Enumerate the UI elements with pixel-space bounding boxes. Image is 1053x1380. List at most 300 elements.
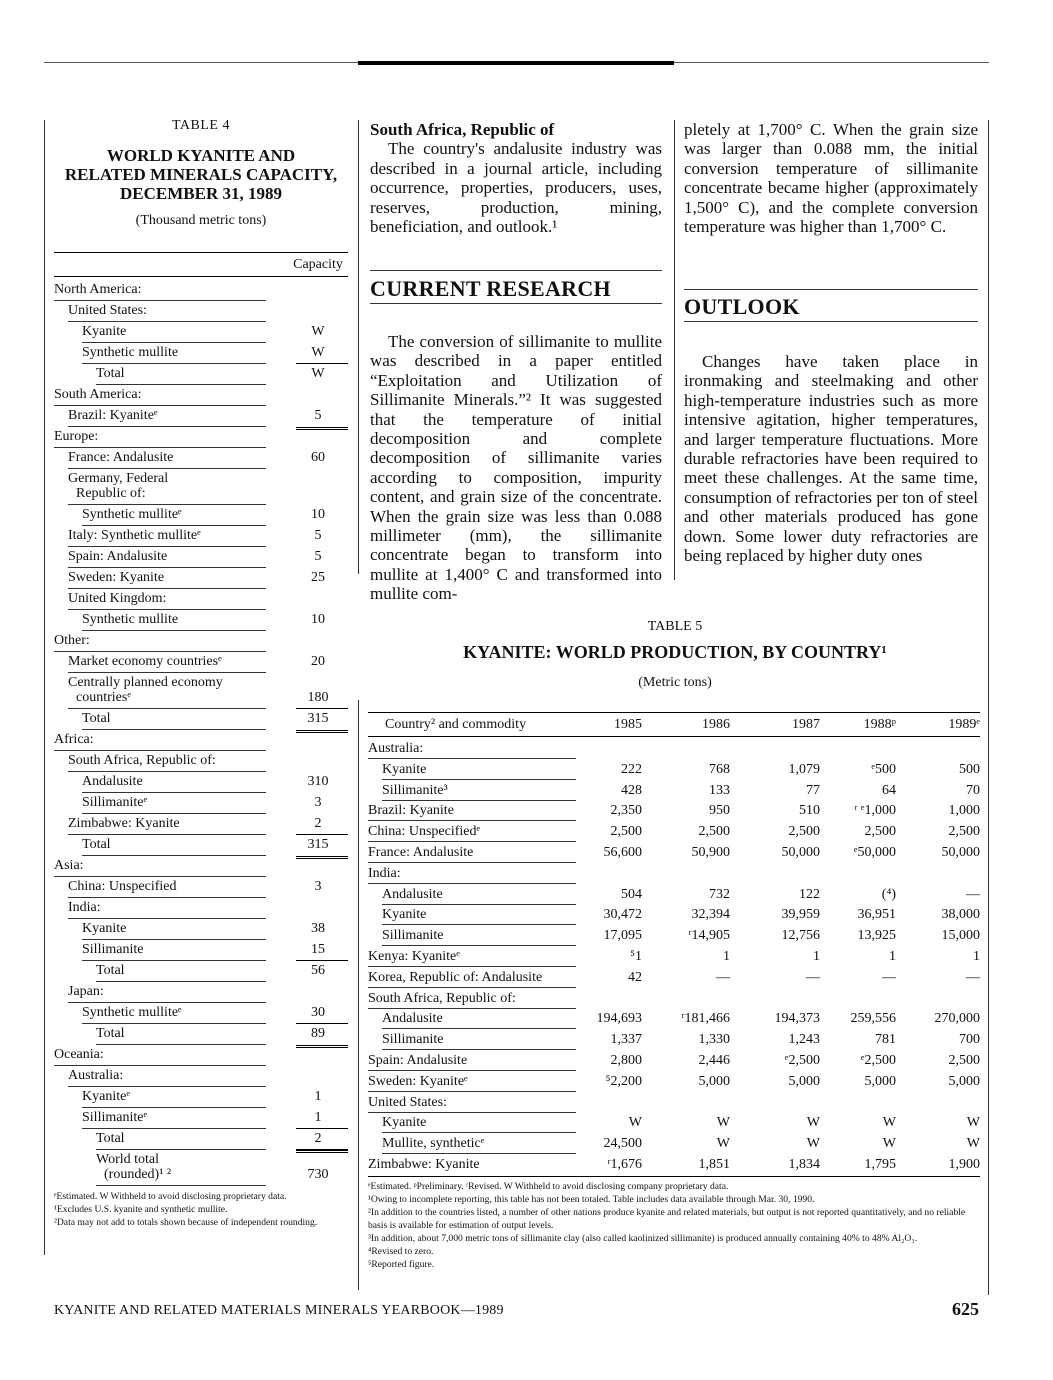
table-4-row-value: 1 xyxy=(314,1089,322,1104)
table-5-year-header: 1986 xyxy=(702,717,730,732)
table-5-row-label: China: Unspecifiedᵉ xyxy=(368,824,481,840)
table-5-cell: 950 xyxy=(709,803,730,819)
table-5-footnote: ᵉEstimated. ᵖPreliminary. ʳRevised. W Withheld to avoid disclosing company proprietary data. xyxy=(368,1181,729,1192)
table-4-row-label xyxy=(68,471,168,501)
table-4-row xyxy=(54,385,348,406)
table-5-cell: — xyxy=(966,969,980,985)
table-5-cell: 222 xyxy=(621,761,642,777)
table-4-row-label-line: Kyanite xyxy=(82,921,127,936)
table-5-cell: 12,756 xyxy=(781,928,820,944)
table-4-row-value: 180 xyxy=(307,690,329,705)
table-4-row-label-line: Other: xyxy=(54,633,90,648)
table-5-cell: 194,693 xyxy=(596,1011,642,1027)
table-5-cell: 42 xyxy=(628,969,642,985)
table-5-row xyxy=(368,863,980,884)
table-5-cell: W xyxy=(716,1115,730,1131)
table-5-cell: W xyxy=(882,1136,896,1152)
table-5-row xyxy=(368,800,980,821)
table-4-row xyxy=(54,919,348,940)
table-4-title-line: RELATED MINERALS CAPACITY, xyxy=(64,165,338,184)
table-5-cell: 1,243 xyxy=(788,1032,820,1048)
table-5-cell: W xyxy=(806,1115,820,1131)
table-4-total-rule xyxy=(296,1023,348,1024)
table-4-row-value: 56 xyxy=(311,963,325,978)
table-4-row-label-line: (rounded)¹ ² xyxy=(104,1167,172,1182)
table-5-row xyxy=(368,1029,980,1050)
table-4-row-label xyxy=(68,879,176,894)
right-margin-line xyxy=(988,120,989,1295)
table-4-row-label-line: Total xyxy=(96,366,125,381)
table-5-cell: 270,000 xyxy=(934,1011,980,1027)
table-4-row-value: 730 xyxy=(307,1167,329,1182)
table-4-row-label xyxy=(68,675,223,705)
table-5-cell: 133 xyxy=(709,782,730,798)
table-4-row-label-line: North America: xyxy=(54,282,142,297)
table-4-row-label-line: Synthetic mulliteᵉ xyxy=(82,507,182,522)
table-4-row-label-line: Japan: xyxy=(68,984,104,999)
table-5-cell: ʳ181,466 xyxy=(681,1011,730,1027)
table-4-row-label xyxy=(54,633,90,648)
table-4-row xyxy=(54,814,348,835)
table-5-cell: 70 xyxy=(966,782,980,798)
table-4-total-rule xyxy=(296,834,348,835)
table-5-footnote: ⁴Revised to zero. xyxy=(368,1246,434,1257)
table-4-row xyxy=(54,793,348,814)
table-5-cell: 1,795 xyxy=(864,1157,896,1172)
table-5-footnote: ²In addition to the countries listed, a number of other nations produce kyanite and related materials, but output is not reported quantitatively, and no reliable basis is available for estimation of output levels. xyxy=(368,1207,966,1231)
table-5-cell: 24,500 xyxy=(603,1136,642,1152)
table-5-cell: 1,834 xyxy=(788,1157,820,1172)
table-5-row-label: Andalusite xyxy=(382,886,443,902)
table-5-cell: 38,000 xyxy=(941,907,980,923)
table-4-row-label-line: Kyanite xyxy=(82,324,127,339)
table-5-cell: — xyxy=(966,886,980,902)
table-5-row xyxy=(368,759,980,780)
table-5-cell: 768 xyxy=(709,761,730,777)
table-5-cell: 194,373 xyxy=(774,1011,820,1027)
table-4-row-label xyxy=(54,1047,104,1062)
table-4-header-rule xyxy=(54,252,348,253)
table-4-row xyxy=(54,982,348,1003)
table-4-row-label-line: Total xyxy=(96,1131,125,1146)
table-5-row xyxy=(368,780,980,801)
table-4-row-label xyxy=(82,345,178,360)
table-5-row-label: Kyanite xyxy=(382,1115,427,1131)
table-4-unit: (Thousand metric tons) xyxy=(135,213,267,228)
table-4-row-label-line: Sillimaniteᵉ xyxy=(82,1110,148,1125)
table-4-row xyxy=(54,1087,348,1108)
table-5-row-label: France: Andalusite xyxy=(368,845,474,860)
table-4-row-label xyxy=(54,732,94,747)
table-5-cell: ᵉ2,500 xyxy=(860,1053,896,1068)
table-5-cell: 5,000 xyxy=(698,1073,730,1089)
table-5-row-label: Spain: Andalusite xyxy=(368,1053,468,1068)
table-5-cell: 1 xyxy=(973,949,980,964)
table-4-row xyxy=(54,652,348,673)
table-4-row-value: 1 xyxy=(314,1110,322,1125)
table-4-total-rule xyxy=(296,960,348,961)
table-4-row xyxy=(54,610,348,631)
table-4-row-label xyxy=(68,591,166,606)
table-4-row xyxy=(54,343,348,364)
table-4-capacity-header: Capacity xyxy=(293,257,343,272)
research-rule-bottom xyxy=(370,303,662,304)
table-4-row-label-line: countriesᵉ xyxy=(76,690,131,705)
table-5-row-label: Mullite, syntheticᵉ xyxy=(382,1136,485,1152)
table-4-row-label-line: Market economy countriesᵉ xyxy=(68,654,222,669)
table-5-cell: 17,095 xyxy=(603,928,642,944)
table-4-row-label xyxy=(54,858,84,873)
table-4-row-label xyxy=(68,549,167,564)
table-4-row-label-line: Republic of: xyxy=(76,486,146,501)
table-4-row-value: 10 xyxy=(311,612,325,627)
table-5-cell: ᵉ2,500 xyxy=(784,1053,820,1068)
table-4-row-label-line: Spain: Andalusite xyxy=(68,549,168,564)
table-5-cell: W xyxy=(628,1115,642,1131)
table-4-row-label-line: South Africa, Republic of: xyxy=(68,753,216,768)
table-5-label: TABLE 5 xyxy=(647,619,703,634)
table-4-row xyxy=(54,961,348,982)
table-5-cell: ʳ ᵉ1,000 xyxy=(854,803,896,819)
table-4-row-label-line: Total xyxy=(96,1026,125,1041)
table-5-cell: 1,900 xyxy=(948,1157,980,1172)
table-4-footnote: ¹Excludes U.S. kyanite and synthetic mullite. xyxy=(54,1204,228,1215)
table-4-row-label-line: China: Unspecified xyxy=(68,879,177,894)
table-5-header-rule xyxy=(368,736,980,737)
table-4-row xyxy=(54,505,348,526)
table-5-cell: 56,600 xyxy=(603,845,642,860)
table-5-row-label: Kyanite xyxy=(382,761,427,777)
table-4-row-label-line: World total xyxy=(96,1152,160,1167)
table-4-row-label-line: Centrally planned economy xyxy=(68,675,223,690)
table-5-cell: 15,000 xyxy=(941,928,980,944)
table-5-row-label: Sillimanite xyxy=(382,928,444,944)
table-4-row-value: W xyxy=(311,324,325,339)
table-4-label: TABLE 4 xyxy=(172,118,230,133)
table-5-year-header: 1989ᵉ xyxy=(948,717,980,732)
table-4-row-label xyxy=(68,408,158,423)
table-4-row xyxy=(54,877,348,898)
table-4-row xyxy=(54,898,348,919)
table-4-row xyxy=(54,1045,348,1066)
table-4-row-label xyxy=(82,921,126,936)
table-4-row xyxy=(54,568,348,589)
table-4-footnotes xyxy=(54,1190,348,1229)
table-5-row-label: Sillimanite xyxy=(382,1032,444,1048)
table-5-cell: 30,472 xyxy=(603,907,642,923)
table-4-row-label-line: Zimbabwe: Kyanite xyxy=(68,816,180,831)
table-4-row-label xyxy=(82,942,143,957)
table-4-row-label xyxy=(82,1110,147,1125)
table-4-row xyxy=(54,406,348,427)
table-5-cell: 781 xyxy=(875,1032,896,1048)
table-4-row-label xyxy=(82,711,111,726)
table-5-cell: 700 xyxy=(959,1032,980,1048)
table-4-row xyxy=(54,1150,348,1186)
column-divider-2 xyxy=(674,120,675,580)
table-4-row-value: 38 xyxy=(311,921,325,936)
table-4-row-label xyxy=(68,528,201,543)
table-4-row-label-line: United Kingdom: xyxy=(68,591,167,606)
table-4-row xyxy=(54,751,348,772)
outlook-paragraph: Changes have taken place in ironmaking and steelmaking and other high-temperature industries such as more intensive agitation, higher temperatures, and larger temperature fluctuations. More durable refractories have been required to meet these challenges. At the same time, consumption of refractories per ton of steel and other materials produced has gone down. Some lower duty refractories are being replaced by higher duty ones xyxy=(684,352,978,566)
table-4-row-label xyxy=(54,282,141,297)
table-5-row xyxy=(368,821,980,842)
table-4-row xyxy=(54,526,348,547)
table-4-row xyxy=(54,301,348,322)
table-4-row-label-line: South America: xyxy=(54,387,142,402)
outlook-rule-top xyxy=(684,289,978,290)
outlook-heading: OUTLOOK xyxy=(684,294,800,319)
table-4-row-label xyxy=(68,1068,123,1083)
table-4-row-label xyxy=(96,1131,125,1146)
table-5-cell: — xyxy=(716,969,730,985)
table-5-cell: W xyxy=(966,1115,980,1131)
table-5-cell: 2,800 xyxy=(610,1053,642,1068)
table-4-row-label xyxy=(82,612,178,627)
table-4-row-value: 5 xyxy=(314,408,322,423)
table-4-row-label xyxy=(68,984,104,999)
table-4-row-label-line: Europe: xyxy=(54,429,99,444)
table-5-row-label: Sweden: Kyaniteᵉ xyxy=(368,1073,468,1089)
table-5-cell: W xyxy=(716,1136,730,1152)
table-5-row-label: Zimbabwe: Kyanite xyxy=(368,1157,480,1172)
table-5-cell: 36,951 xyxy=(857,907,896,923)
table-5-unit: (Metric tons) xyxy=(638,675,712,690)
table-5-row-label: Australia: xyxy=(368,741,424,756)
table-4-row xyxy=(54,1003,348,1024)
table-5-cell: ⁵1 xyxy=(630,949,642,964)
table-5-title: KYANITE: WORLD PRODUCTION, BY COUNTRY¹ xyxy=(463,642,887,662)
table-5-cell: 64 xyxy=(882,782,896,798)
table-4-row-label-line: Sweden: Kyanite xyxy=(68,570,165,585)
table-5-bottom-rule xyxy=(368,1176,980,1177)
table-4-row-label xyxy=(54,387,142,402)
south-africa-paragraph: The country's andalusite industry was described in a journal article, including occurrence, properties, producers, uses, reserves, production, mining, beneficiation, and outlook.¹ xyxy=(370,139,662,237)
table-4-row-value: 89 xyxy=(311,1026,325,1041)
table-4-row-label xyxy=(68,654,222,669)
table-5-year-header: 1987 xyxy=(792,717,820,732)
table-4-row-label xyxy=(82,324,126,339)
table-4-row xyxy=(54,364,348,385)
table-5-cell: 2,500 xyxy=(788,824,820,840)
table-4-footnote: ²Data may not add to totals shown because of independent rounding. xyxy=(54,1217,318,1228)
table-4-row-label xyxy=(68,303,147,318)
table-5-row-label: South Africa, Republic of: xyxy=(368,990,516,1006)
table-4-row-label xyxy=(68,816,180,831)
table-5-cell: 5,000 xyxy=(788,1073,820,1089)
table-4-total-rule xyxy=(296,1149,348,1150)
column-divider-1 xyxy=(358,120,359,574)
table-5-cell: ᵉ500 xyxy=(871,761,896,777)
research-rule-top xyxy=(370,270,662,271)
column-divider-1b xyxy=(358,700,359,1290)
table-4 xyxy=(54,118,348,1182)
table-4-row xyxy=(54,856,348,877)
table-4-row xyxy=(54,730,348,751)
table-4-row-label xyxy=(82,774,143,789)
table-4-footnote: ᵉEstimated. W Withheld to avoid disclosing proprietary data. xyxy=(54,1191,287,1202)
table-5-row xyxy=(368,967,980,988)
top-rule-thick xyxy=(358,61,674,65)
table-4-row-label xyxy=(82,1089,130,1104)
table-4-row-label xyxy=(96,1026,125,1041)
table-5-footnotes xyxy=(368,1180,980,1271)
research-continued-paragraph: pletely at 1,700° C. When the grain size was larger than 0.088 mm, the initial conversion temperature of sillimanite concentrate became higher (approximately 1,500° C), and the complete conversion temperature was higher than 1,700° C. xyxy=(684,120,978,237)
table-5-row-label: United States: xyxy=(368,1094,447,1110)
table-4-row-value: 25 xyxy=(311,570,325,585)
table-4-total-rule xyxy=(296,708,348,709)
table-4-row xyxy=(54,427,348,448)
table-5-cell: 50,000 xyxy=(941,845,980,860)
table-4-total-rule xyxy=(296,363,348,364)
table-5-year-header: 1988ᵖ xyxy=(863,717,896,732)
table-4-row-label-line: Italy: Synthetic mulliteᵉ xyxy=(68,528,201,543)
table-4-row-label-line: Oceania: xyxy=(54,1047,104,1062)
table-5-row xyxy=(368,988,980,1009)
current-research-heading: CURRENT RESEARCH xyxy=(370,276,611,301)
table-5-cell: 428 xyxy=(621,782,642,798)
table-5-cell: ʳ1,676 xyxy=(607,1157,642,1172)
table-4-row-label xyxy=(82,795,147,810)
table-4-row xyxy=(54,448,348,469)
table-4-row-label-line: Germany, Federal xyxy=(68,471,169,486)
table-4-header-rule xyxy=(54,276,348,277)
table-5-cell: 732 xyxy=(709,886,730,902)
table-4-row-label xyxy=(96,366,125,381)
table-4-row xyxy=(54,1024,348,1045)
table-5-cell: 1 xyxy=(889,949,896,964)
table-4-row-value: 15 xyxy=(311,942,325,957)
table-5-row-label: Kenya: Kyaniteᵉ xyxy=(368,949,460,964)
table-4-row-label xyxy=(54,429,98,444)
table-5-row xyxy=(368,1050,980,1071)
table-5-cell: 1 xyxy=(723,949,730,964)
table-5-footnote: ¹Owing to incomplete reporting, this table has not been totaled. Table includes data available through Mar. 30, 1990. xyxy=(368,1194,815,1205)
table-4-row-value: 315 xyxy=(307,711,329,726)
table-5-cell: W xyxy=(966,1136,980,1152)
table-5-cell: 1,079 xyxy=(788,761,820,777)
table-4-row-value: 3 xyxy=(314,795,322,810)
table-4-row-label-line: Synthetic mullite xyxy=(82,345,179,360)
table-5-cell: 39,959 xyxy=(781,907,820,923)
table-4-row xyxy=(54,772,348,793)
table-4-row-value: W xyxy=(311,345,325,360)
table-4-row xyxy=(54,709,348,730)
table-5-footnote: ⁵Reported figure. xyxy=(368,1259,435,1270)
table-4-row-label-line: Total xyxy=(82,837,111,852)
table-5-cell: 5,000 xyxy=(948,1073,980,1089)
table-5-cell: 2,500 xyxy=(698,824,730,840)
table-5-cell: (⁴) xyxy=(881,886,896,902)
table-5-cell: 2,500 xyxy=(610,824,642,840)
table-5-cell: 510 xyxy=(799,803,820,819)
table-5-row-label: India: xyxy=(368,865,401,881)
table-4-row xyxy=(54,280,348,301)
table-5-cell: 1,330 xyxy=(698,1032,730,1048)
table-4-row-value: 315 xyxy=(307,837,329,852)
table-5-cell: 32,394 xyxy=(691,907,730,923)
table-4-row-label-line: Africa: xyxy=(54,732,94,747)
table-4-row xyxy=(54,940,348,961)
table-5-cell: 500 xyxy=(959,761,980,777)
current-research-paragraph: The conversion of sillimanite to mullite was described in a paper entitled “Exploitation and Utilization of Sillimanite Minerals.”² It was suggested that the temperature of initial decomposition and complete decomposition of sillimanite varies according to composition, impurity content, and grain size of the concentrate. When the grain size was less than 0.088 millimeter (mm), the sillimanite concentrate began to transform into mullite at 1,400° C and transformed into mullite com- xyxy=(370,332,662,604)
table-4-row xyxy=(54,589,348,610)
table-5-cell: ⁵2,200 xyxy=(605,1073,642,1089)
table-5-cell: — xyxy=(882,969,896,985)
table-4-row-label-line: Andalusite xyxy=(82,774,143,789)
table-5-cell: 2,446 xyxy=(698,1053,730,1068)
table-4-row-label-line: India: xyxy=(68,900,101,915)
table-4-row xyxy=(54,1108,348,1129)
table-5-row xyxy=(368,884,980,905)
table-5-cell: ᵉ50,000 xyxy=(853,845,896,860)
table-4-row-value: 30 xyxy=(311,1005,325,1020)
table-4-row-label xyxy=(82,507,182,522)
table-4-title xyxy=(54,146,348,203)
table-5-row xyxy=(368,1071,980,1092)
table-4-row-label xyxy=(96,963,125,978)
table-5-row xyxy=(368,1133,980,1154)
table-5-row xyxy=(368,738,980,759)
table-5-cell: 2,500 xyxy=(948,1053,980,1068)
table-5-row xyxy=(368,1154,980,1175)
table-4-row xyxy=(54,1129,348,1150)
table-4-row xyxy=(54,1066,348,1087)
table-4-row-label xyxy=(82,837,111,852)
table-4-row-label xyxy=(96,1152,171,1182)
table-5-cell: 1,851 xyxy=(698,1157,730,1172)
table-4-row-label-line: Australia: xyxy=(68,1068,124,1083)
table-4-row-value: 20 xyxy=(311,654,325,669)
table-4-row-label xyxy=(68,450,173,465)
table-5-row xyxy=(368,925,980,946)
table-5-row xyxy=(368,842,980,863)
table-5-cell: W xyxy=(806,1136,820,1152)
table-4-row-label-line: Total xyxy=(82,711,111,726)
table-5-row xyxy=(368,1112,980,1133)
table-5-cell: W xyxy=(882,1115,896,1131)
table-4-row xyxy=(54,322,348,343)
table-4-row-value: 310 xyxy=(307,774,329,789)
page-number: 625 xyxy=(952,1299,979,1319)
south-africa-heading: South Africa, Republic of xyxy=(370,120,555,139)
table-5-cell: 77 xyxy=(806,782,820,798)
table-4-row-label xyxy=(82,1005,182,1020)
table-5-header-rule xyxy=(368,712,980,713)
table-4-row-value: 2 xyxy=(314,816,322,831)
running-footer: KYANITE AND RELATED MATERIALS MINERALS YEARBOOK—1989 xyxy=(54,1303,504,1318)
table-4-row xyxy=(54,547,348,568)
table-5-cell: 1 xyxy=(813,949,820,964)
table-4-row-value: W xyxy=(311,366,325,381)
table-5-cell: 5,000 xyxy=(864,1073,896,1089)
table-5-cell: 122 xyxy=(799,886,820,902)
table-4-row-rule xyxy=(96,1185,266,1186)
table-4-row-label-line: Sillimanite xyxy=(82,942,144,957)
table-5-country-header: Country² and commodity xyxy=(385,717,527,732)
table-4-row-label-line: Sillimaniteᵉ xyxy=(82,795,148,810)
table-5-row-label: Sillimanite³ xyxy=(382,782,448,798)
table-5-cell: 1,337 xyxy=(610,1032,642,1048)
table-5-cell: 2,500 xyxy=(864,824,896,840)
table-4-title-line: DECEMBER 31, 1989 xyxy=(120,184,282,203)
table-5-cell: 259,556 xyxy=(850,1011,896,1027)
table-4-row-label xyxy=(68,900,101,915)
table-4-row-label-line: Synthetic mulliteᵉ xyxy=(82,1005,182,1020)
table-4-row-label-line: Kyaniteᵉ xyxy=(82,1089,130,1104)
table-5-row-label: Korea, Republic of: Andalusite xyxy=(368,969,543,985)
